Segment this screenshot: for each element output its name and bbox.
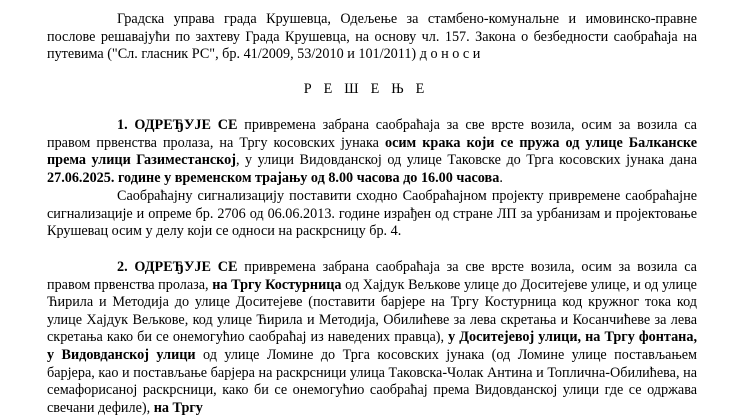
item-2-paragraph: 2. ОДРЕЂУЈЕ СЕ привремена забрана саобраћаја за све врсте возила, осим за возила са правом првенства пролаза, на Тргу Костурница од Хајдук Вељкове улице до Доситејеве улице, и од улице Ћирила и Методија до улице Доситејеве (поставити барјере на Тргу Костурница код кружног тока код улице Хајдук Вељкове, код улице Ћирила и Методија, Обилићеве за лева скретања и Косанчићеве за лева скретања како би се онемогућио саобраћај из наведених правца), у Доситејевој улици, на Тргу фонтана, у Видовданској улици од улице Ломине до Трга косовских јунака (од Ломине улице постављањем барјера, као и постављање барјера на раскрсници улица Таковска-Чолак Антина и Топлична-Обилићева, на семафорисаној раскрсници, како би се онемогућио саобраћај према Видовданској улици где се одржава свечани дефиле), на Тргу bbox=[47, 259, 697, 416]
document-title: РЕШЕЊЕ bbox=[303, 81, 437, 97]
intro-paragraph: Градска управа града Крушевца, Одељење за стамбено-комунальне и имовинско-правне послове решавајући по захтеву Града Крушевца, на основу чл. 157. Закона о безбедности саобраћаја на путевима ("Сл. гласник РС", бр. 41/2009, 53/2010 и 101/2011) д о н о с и bbox=[47, 11, 697, 63]
item-1-paragraph: 1. ОДРЕЂУЈЕ СЕ привремена забрана саобраћаја за све врсте возила, осим за возила са правом првенства пролаза, на Тргу косовских јунака осим крака који се пружа од улице Балканске према улици Газиместанској, у улици Видовданској од улице Таковске до Трга косовских јунака дана 27.06.2025. године у временском трајању од 8.00 часова до 16.00 часова. bbox=[47, 117, 697, 186]
item-1-heading: 1. ОДРЕЂУЈЕ СЕ bbox=[117, 117, 238, 133]
item-2-heading: 2. ОДРЕЂУЈЕ СЕ bbox=[117, 259, 238, 275]
item-1-signage-paragraph: Саобраћајну сигнализацију поставити сходно Саобраћајном пројекту привремене саобраћајне сигнализације и опреме бр. 2706 од 06.06.2013. године израђен од стране ЛП за урбанизам и пројектовање Крушевац осим у делу који се односи на раскрсницу бр. 4. bbox=[47, 188, 697, 240]
